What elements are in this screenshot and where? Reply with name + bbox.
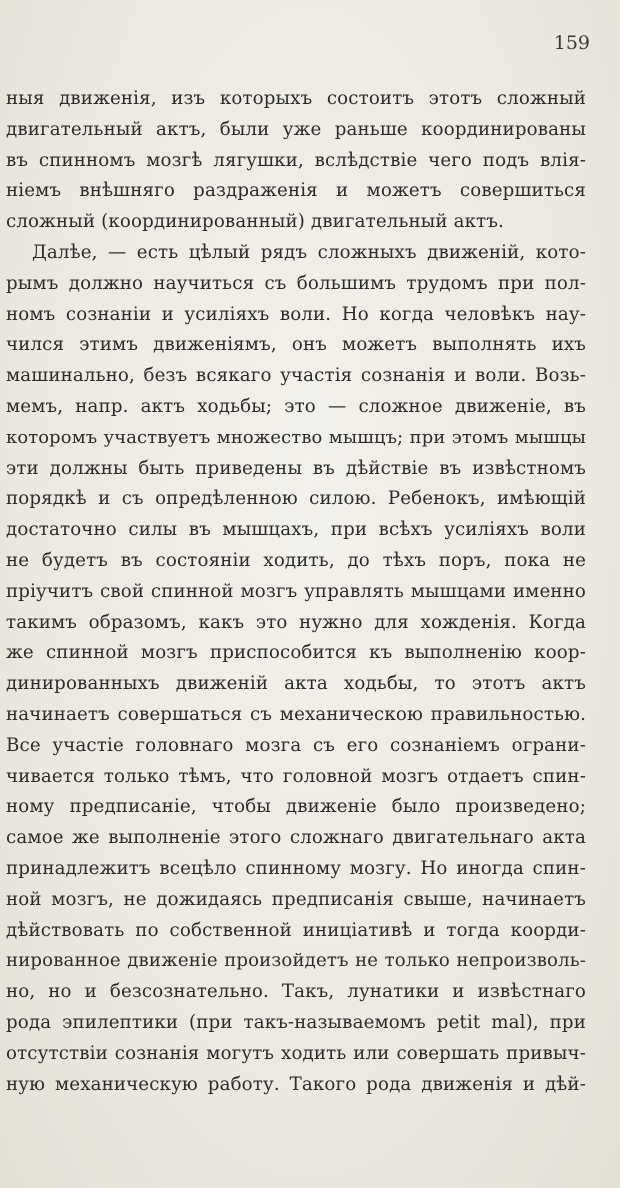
text-line: такимъ образомъ, какъ это нужно для хожденія. Когда bbox=[6, 611, 586, 633]
text-line: отсутствіи сознанія могутъ ходить или совершать привыч- bbox=[6, 1042, 586, 1064]
text-line: Все участіе головнаго мозга съ его сознаніемъ ограни- bbox=[6, 734, 586, 756]
text-line: двигательный актъ, были уже раньше координированы bbox=[6, 118, 586, 140]
text-line: въ спинномъ мозгѣ лягушки, вслѣдствіе чего подъ влія- bbox=[6, 149, 586, 171]
text-line: достаточно силы въ мышцахъ, при всѣхъ усиліяхъ воли bbox=[6, 519, 586, 541]
text-line: порядкѣ и съ опредѣленною силою. Ребенокъ, имѣющій bbox=[6, 488, 586, 510]
text-line: не будетъ въ состояніи ходить, до тѣхъ поръ, пока не bbox=[6, 549, 586, 571]
text-line: начинаетъ совершаться съ механическою правильностью. bbox=[6, 703, 586, 725]
text-line: ніемъ внѣшняго раздраженія и можетъ совершиться bbox=[6, 180, 586, 202]
body-text bbox=[6, 84, 586, 1100]
text-line: ной мозгъ, не дожидаясь предписанія свыше, начинаетъ bbox=[6, 888, 586, 910]
text-line: Далѣе, — есть цѣлый рядъ сложныхъ движеній, кото- bbox=[32, 241, 586, 263]
text-line: нированное движеніе произойдетъ не только непроизволь- bbox=[6, 950, 586, 972]
page-number: 159 bbox=[553, 32, 590, 54]
text-line: пріучитъ свой спинной мозгъ управлять мышцами именно bbox=[6, 580, 586, 602]
text-line: же спинной мозгъ приспособится къ выполненію коор- bbox=[6, 642, 586, 664]
text-line: мемъ, напр. актъ ходьбы; это — сложное движеніе, въ bbox=[6, 395, 586, 417]
text-line: номъ сознаніи и усиліяхъ воли. Но когда человѣкъ нау- bbox=[6, 303, 586, 325]
text-line: сложный (координированный) двигательный актъ. bbox=[6, 211, 504, 233]
text-line: дѣйствовать по собственной иниціативѣ и тогда коорди- bbox=[6, 919, 586, 941]
text-line: принадлежитъ всецѣло спинному мозгу. Но иногда спин- bbox=[6, 857, 586, 879]
text-line: самое же выполненіе этого сложнаго двигательнаго акта bbox=[6, 827, 586, 849]
text-line: ному предписаніе, чтобы движеніе было произведено; bbox=[6, 796, 586, 818]
text-line: рода эпилептики (при такъ-называемомъ petit mal), при bbox=[6, 1011, 586, 1033]
text-line: но, но и безсознательно. Такъ, лунатики и извѣстнаго bbox=[6, 981, 586, 1003]
text-line: динированныхъ движеній акта ходьбы, то этотъ актъ bbox=[6, 673, 586, 695]
text-line: эти должны быть приведены въ дѣйствіе въ извѣстномъ bbox=[6, 457, 586, 479]
text-line: ныя движенія, изъ которыхъ состоитъ этотъ сложный bbox=[6, 88, 586, 109]
text-line: чивается только тѣмъ, что головной мозгъ отдаетъ спин- bbox=[6, 765, 586, 787]
text-line: рымъ должно научиться съ большимъ трудомъ при пол- bbox=[6, 272, 586, 294]
text-line: чился этимъ движеніямъ, онъ можетъ выполнять ихъ bbox=[6, 334, 586, 356]
text-line: ную механическую работу. Такого рода движенія и дѣй- bbox=[6, 1073, 586, 1095]
text-line: которомъ участвуетъ множество мышцъ; при этомъ мышцы bbox=[6, 426, 586, 448]
text-line: машинально, безъ всякаго участія сознанія и воли. Возь- bbox=[6, 365, 586, 387]
